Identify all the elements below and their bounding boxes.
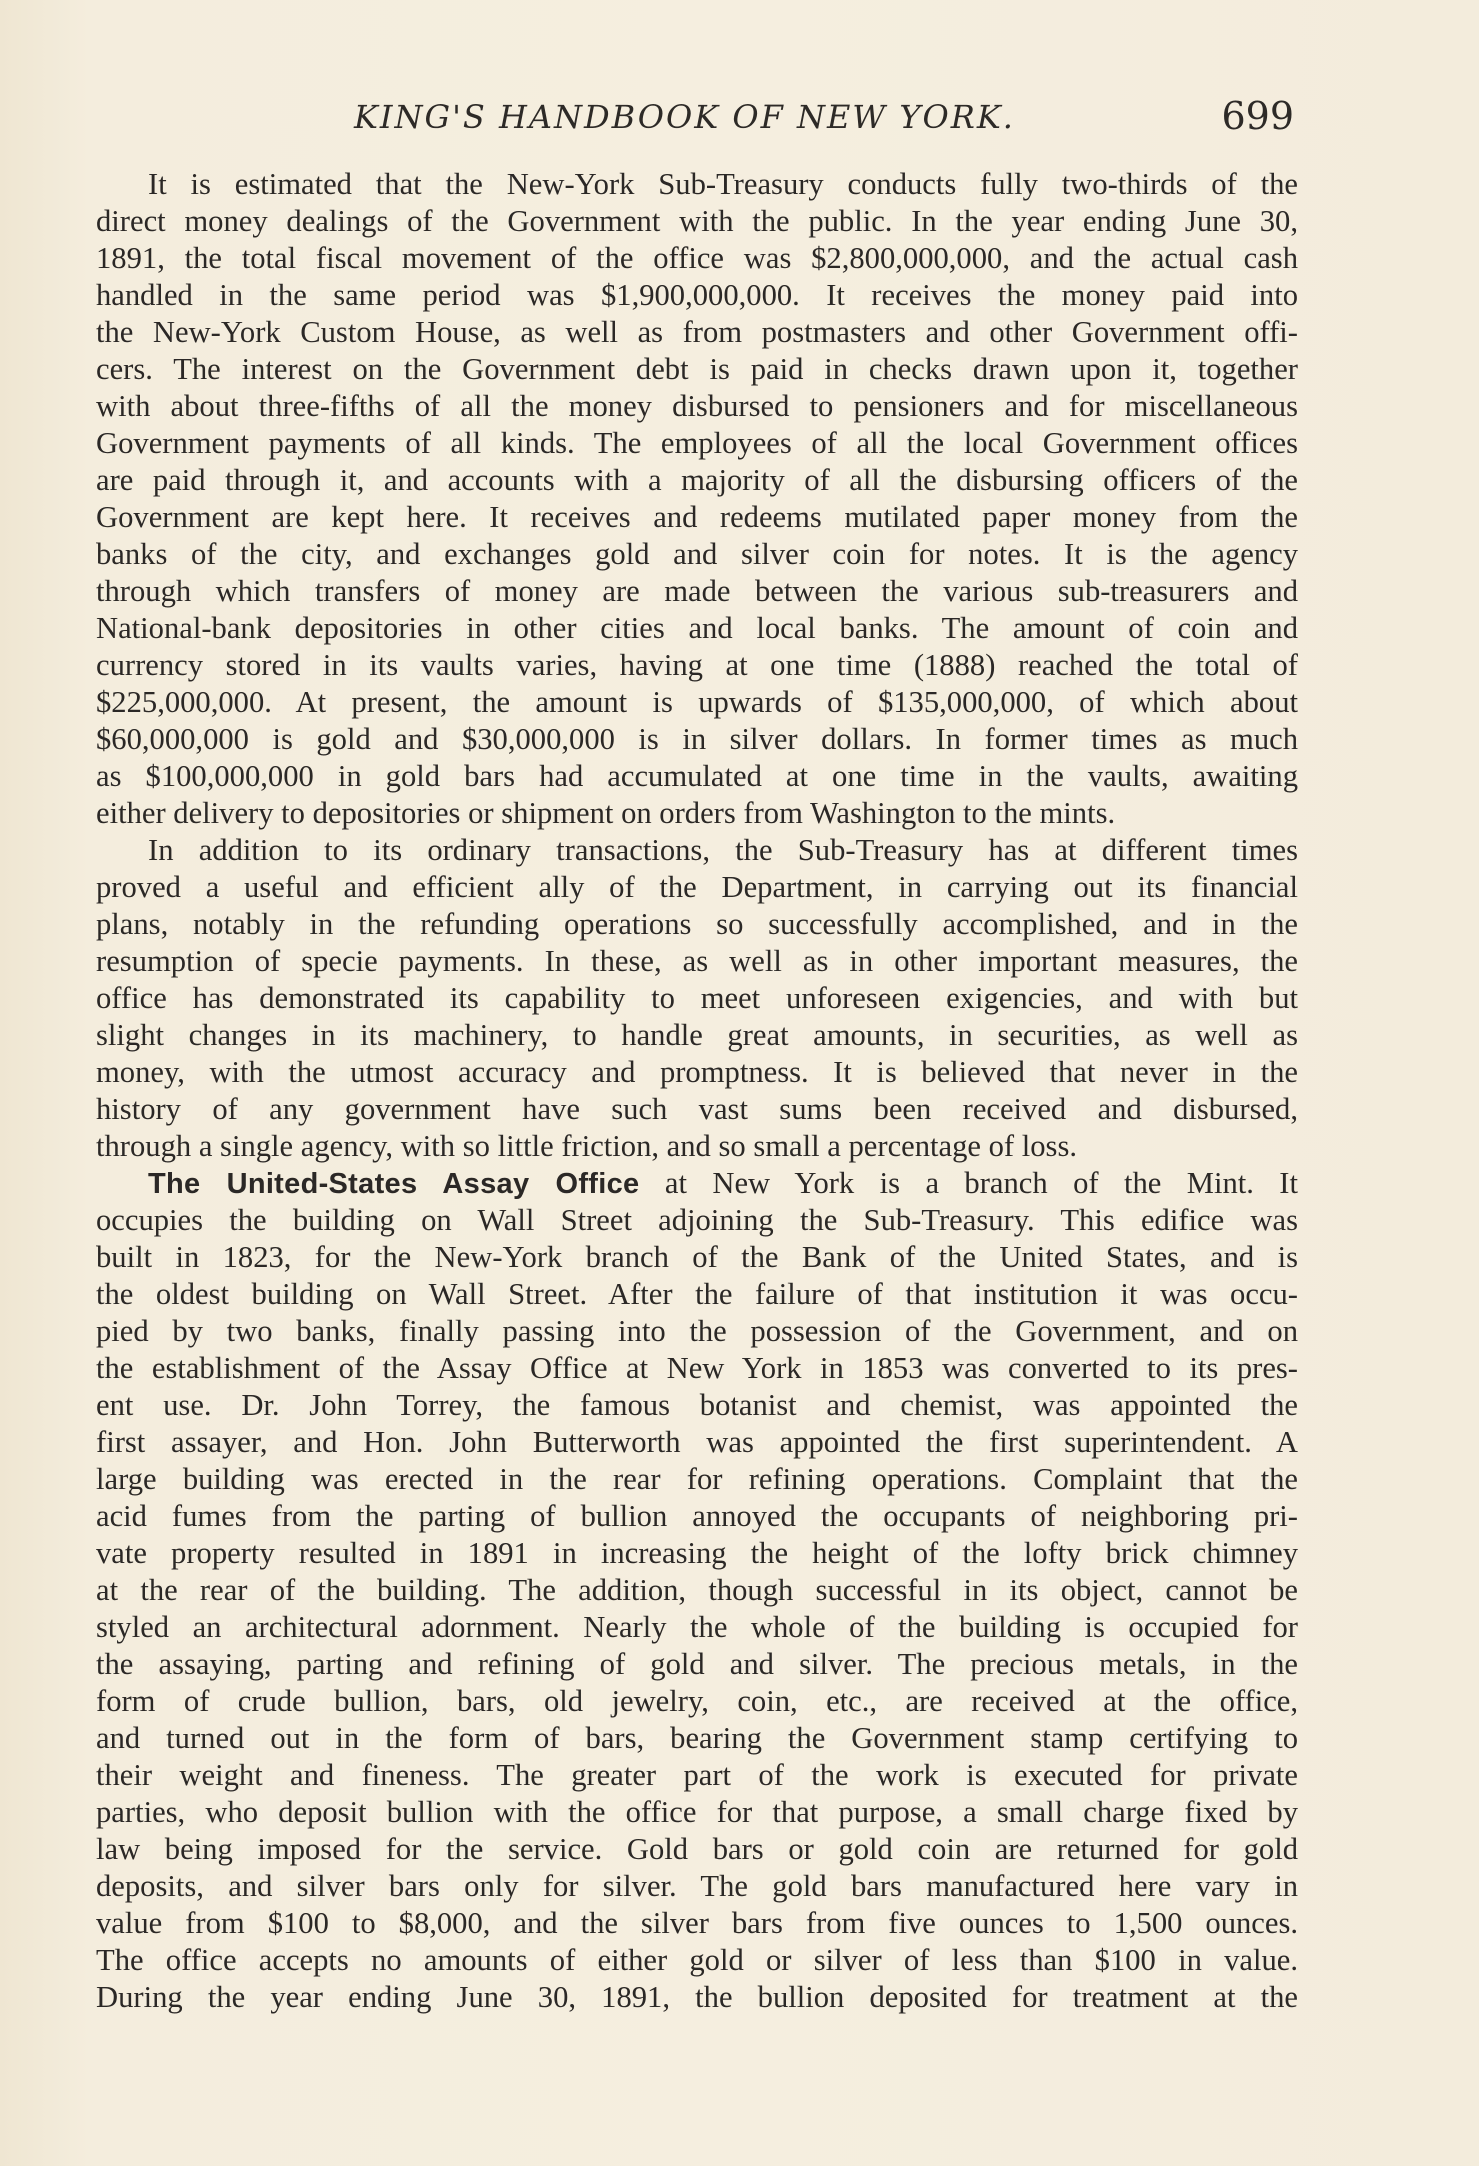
text-line: form of crude bullion, bars, old jewelry, coin, etc., are received at the office, bbox=[96, 1684, 1298, 1718]
text-line: cers. The interest on the Government debt is paid in checks drawn upon it, together bbox=[96, 352, 1298, 386]
text-line: It is estimated that the New-York Sub-Treasury conducts fully two-thirds of the bbox=[148, 167, 1298, 201]
text-line: large building was erected in the rear for refining operations. Complaint that the bbox=[96, 1462, 1298, 1496]
text-line: resumption of specie payments. In these, as well as in other important measures, the bbox=[96, 944, 1298, 978]
text-line: slight changes in its machinery, to handle great amounts, in securities, as well as bbox=[96, 1018, 1298, 1052]
text-line: occupies the building on Wall Street adjoining the Sub-Treasury. This edifice was bbox=[96, 1203, 1298, 1237]
text-line: proved a useful and efficient ally of the Department, in carrying out its financial bbox=[96, 870, 1298, 904]
running-title: KING'S HANDBOOK OF NEW YORK. bbox=[354, 98, 1015, 136]
text-line: built in 1823, for the New-York branch of the Bank of the United States, and is bbox=[96, 1240, 1298, 1274]
text-line: value from $100 to $8,000, and the silver bars from five ounces to 1,500 ounces. bbox=[96, 1906, 1298, 1940]
text-line: Government are kept here. It receives and redeems mutilated paper money from the bbox=[96, 500, 1298, 534]
text-line: pied by two banks, finally passing into the possession of the Government, and on bbox=[96, 1314, 1298, 1348]
text-line: parties, who deposit bullion with the office for that purpose, a small charge fixed by bbox=[96, 1795, 1298, 1829]
text-line: The office accepts no amounts of either gold or silver of less than $100 in value. bbox=[96, 1943, 1298, 1977]
text-line: the establishment of the Assay Office at New York in 1853 was converted to its pres- bbox=[96, 1351, 1298, 1385]
text-line: with about three-fifths of all the money disbursed to pensioners and for miscellaneous bbox=[96, 389, 1298, 423]
paragraph-assay-office bbox=[96, 1165, 1298, 2016]
text-line: their weight and fineness. The greater part of the work is executed for private bbox=[96, 1758, 1298, 1792]
running-head bbox=[96, 92, 1300, 152]
text-line: through which transfers of money are made between the various sub-treasurers and bbox=[96, 574, 1298, 608]
paragraph-sub-treasury bbox=[96, 166, 1298, 832]
text-line: During the year ending June 30, 1891, the bullion deposited for treatment at the bbox=[96, 1980, 1298, 2014]
text-line: In addition to its ordinary transactions, the Sub-Treasury has at different times bbox=[148, 833, 1298, 867]
text-line: the oldest building on Wall Street. After the failure of that institution it was occu- bbox=[96, 1277, 1298, 1311]
text-line: handled in the same period was $1,900,000,000. It receives the money paid into bbox=[96, 278, 1298, 312]
text-line: direct money dealings of the Government with the public. In the year ending June 30, bbox=[96, 204, 1298, 238]
text-line: either delivery to depositories or shipment on orders from Washington to the mints. bbox=[96, 796, 1116, 830]
text-line: through a single agency, with so little friction, and so small a percentage of loss. bbox=[96, 1129, 1078, 1163]
text-line: Government payments of all kinds. The employees of all the local Government offices bbox=[96, 426, 1298, 460]
text-line: history of any government have such vast sums been received and disbursed, bbox=[96, 1092, 1298, 1126]
page-number: 699 bbox=[1221, 94, 1294, 138]
text-line: National-bank depositories in other cities and local banks. The amount of coin and bbox=[96, 611, 1298, 645]
text-line: currency stored in its vaults varies, having at one time (1888) reached the total of bbox=[96, 648, 1298, 682]
text-line: and turned out in the form of bars, bearing the Government stamp certifying to bbox=[96, 1721, 1298, 1755]
text-line: ent use. Dr. John Torrey, the famous botanist and chemist, was appointed the bbox=[96, 1388, 1298, 1422]
paragraph-sub-treasury-usefulness bbox=[96, 832, 1298, 1165]
text-line: as $100,000,000 in gold bars had accumulated at one time in the vaults, awaiting bbox=[96, 759, 1298, 793]
body-text bbox=[96, 166, 1298, 2016]
text-line: law being imposed for the service. Gold bars or gold coin are returned for gold bbox=[96, 1832, 1298, 1866]
lead-line-rest: at New York is a branch of the Mint. It bbox=[639, 1166, 1298, 1200]
text-line: 1891, the total fiscal movement of the office was $2,800,000,000, and the actual cash bbox=[96, 241, 1298, 275]
text-line: acid fumes from the parting of bullion annoyed the occupants of neighboring pri- bbox=[96, 1499, 1298, 1533]
text-line: first assayer, and Hon. John Butterworth was appointed the first superintendent. A bbox=[96, 1425, 1298, 1459]
text-line: banks of the city, and exchanges gold and silver coin for notes. It is the agency bbox=[96, 537, 1298, 571]
text-line: at the rear of the building. The addition, though successful in its object, cannot be bbox=[96, 1573, 1298, 1607]
text-line: are paid through it, and accounts with a majority of all the disbursing officers of the bbox=[96, 463, 1298, 497]
text-line bbox=[96, 1165, 1298, 1202]
text-line: $60,000,000 is gold and $30,000,000 is in silver dollars. In former times as much bbox=[96, 722, 1298, 756]
text-line: $225,000,000. At present, the amount is upwards of $135,000,000, of which about bbox=[96, 685, 1298, 719]
section-lead-heading: The United-States Assay Office bbox=[148, 1168, 640, 1200]
text-line: styled an architectural adornment. Nearly the whole of the building is occupied for bbox=[96, 1610, 1298, 1644]
text-line: the assaying, parting and refining of gold and silver. The precious metals, in the bbox=[96, 1647, 1298, 1681]
text-line: the New-York Custom House, as well as from postmasters and other Government offi- bbox=[96, 315, 1298, 349]
text-line: deposits, and silver bars only for silver. The gold bars manufactured here vary in bbox=[96, 1869, 1298, 1903]
text-line: vate property resulted in 1891 in increasing the height of the lofty brick chimney bbox=[96, 1536, 1298, 1570]
text-line: office has demonstrated its capability to meet unforeseen exigencies, and with but bbox=[96, 981, 1298, 1015]
text-line: plans, notably in the refunding operations so successfully accomplished, and in the bbox=[96, 907, 1298, 941]
text-line: money, with the utmost accuracy and promptness. It is believed that never in the bbox=[96, 1055, 1298, 1089]
